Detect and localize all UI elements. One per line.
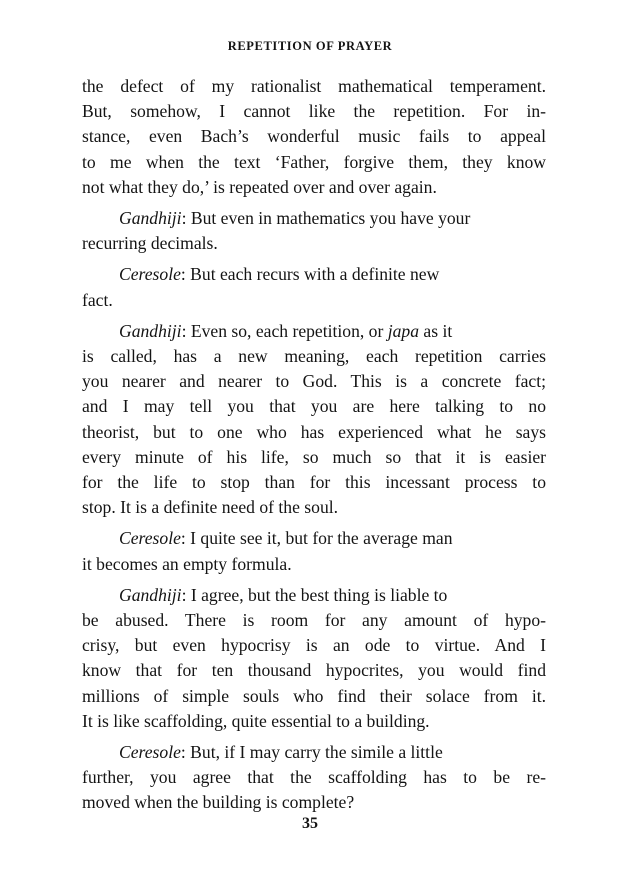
paragraph-2 bbox=[82, 206, 546, 256]
paragraph-7 bbox=[82, 740, 546, 816]
text-line: : But, if I may carry the simile a little bbox=[180, 742, 443, 763]
text-line: to me when the text ‘Father, forgive them, they know bbox=[82, 151, 546, 172]
text-line: not what they do,’ is repeated over and over again. bbox=[82, 176, 437, 197]
body-text bbox=[82, 74, 546, 822]
text-line: stance, even Bach’s wonderful music fails to appeal bbox=[82, 126, 546, 147]
paragraph-5 bbox=[82, 526, 546, 576]
text-line: theorist, but to one who has experienced what he says bbox=[82, 421, 546, 442]
text-line: : But even in mathematics you have your bbox=[181, 208, 471, 229]
text-line: : I agree, but the best thing is liable to bbox=[181, 584, 448, 605]
text-line: further, you agree that the scaffolding has to be re- bbox=[82, 767, 546, 788]
text-line: is called, has a new meaning, each repetition carries bbox=[82, 346, 546, 367]
text-line: it becomes an empty formula. bbox=[82, 553, 292, 574]
speaker-name: Ceresole bbox=[119, 742, 181, 763]
text-fragment: as it bbox=[419, 320, 453, 341]
text-line: for the life to stop than for this incessant process to bbox=[82, 472, 546, 493]
text-line: : But each recurs with a definite new bbox=[180, 264, 440, 285]
text-line: crisy, but even hypocrisy is an ode to virtue. And I bbox=[82, 635, 546, 656]
text-line: know that for ten thousand hypocrites, you would find bbox=[82, 660, 546, 681]
text-line: and I may tell you that you are here talking to no bbox=[82, 396, 546, 417]
paragraph-6 bbox=[82, 583, 546, 734]
text-line: It is like scaffolding, quite essential to a building. bbox=[82, 710, 430, 731]
speaker-name: Ceresole bbox=[119, 264, 181, 285]
speaker-name: Gandhiji bbox=[119, 584, 182, 605]
text-line: millions of simple souls who find their solace from it. bbox=[82, 685, 546, 706]
speaker-name: Ceresole bbox=[119, 528, 181, 549]
text-line: moved when the building is complete? bbox=[82, 792, 355, 813]
running-head: REPETITION OF PRAYER bbox=[227, 39, 393, 53]
page-number: 35 bbox=[302, 815, 318, 832]
text-line: But, somehow, I cannot like the repetition. For in- bbox=[82, 101, 546, 122]
text-line: the defect of my rationalist mathematical temperament. bbox=[82, 76, 546, 96]
text-line: fact. bbox=[82, 289, 113, 310]
paragraph-3 bbox=[82, 262, 546, 312]
text-fragment: : Even so, each repetition, or bbox=[181, 320, 388, 341]
speaker-name: Gandhiji bbox=[119, 320, 182, 341]
text-line: : I quite see it, but for the average man bbox=[180, 528, 453, 549]
italic-term: japa bbox=[387, 320, 420, 341]
text-line: recurring decimals. bbox=[82, 233, 218, 254]
text-line: you nearer and nearer to God. This is a concrete fact; bbox=[82, 371, 546, 392]
paragraph-1 bbox=[82, 74, 546, 200]
speaker-name: Gandhiji bbox=[119, 208, 182, 229]
paragraph-4 bbox=[82, 319, 546, 521]
text-line: every minute of his life, so much so that it is easier bbox=[82, 446, 546, 467]
text-line: stop. It is a definite need of the soul. bbox=[82, 497, 339, 518]
text-line: be abused. There is room for any amount of hypo- bbox=[82, 610, 546, 631]
